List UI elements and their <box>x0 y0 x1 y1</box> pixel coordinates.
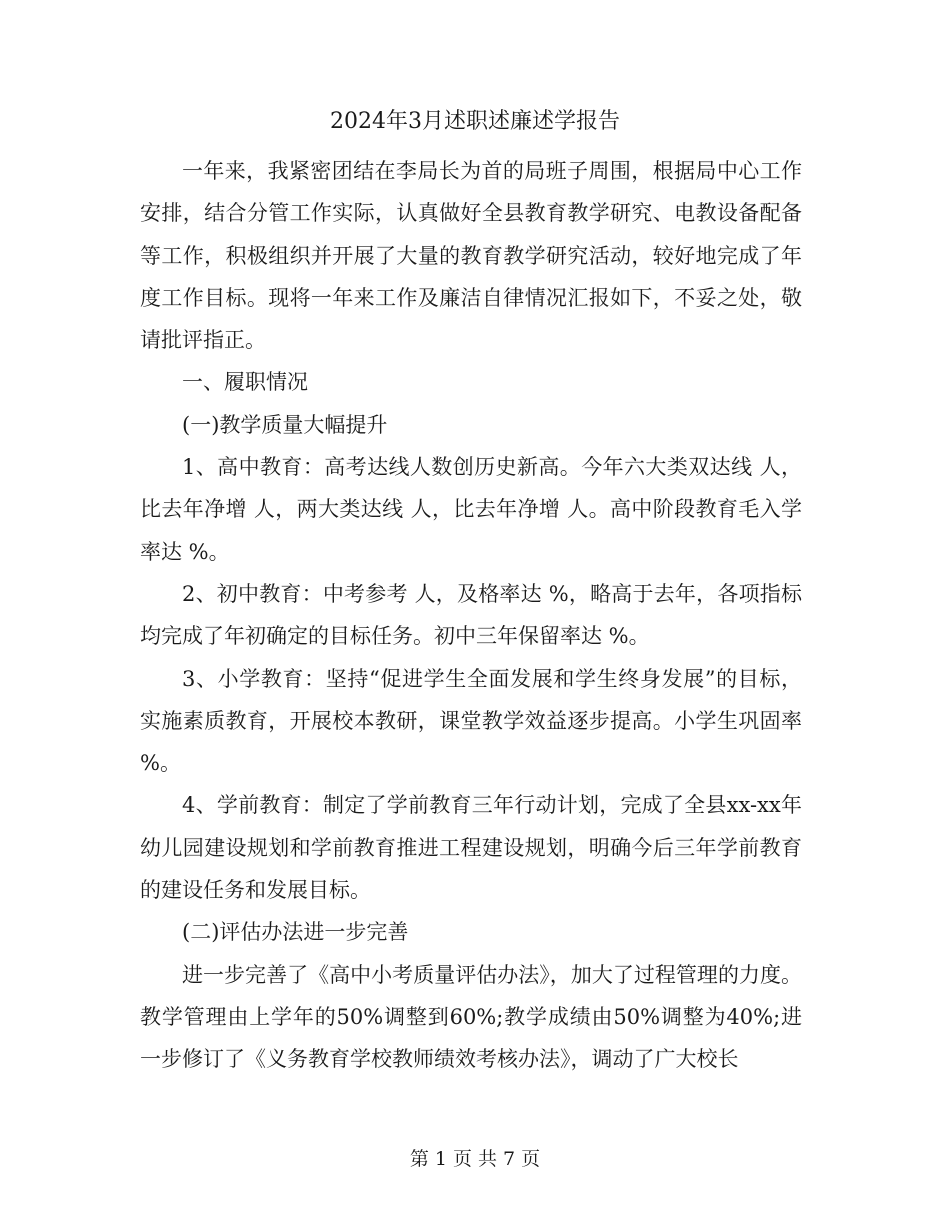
section-heading-performance: 一、履职情况 <box>182 370 308 395</box>
document-body <box>140 150 802 1081</box>
subsection-heading-evaluation: (二)评估办法进一步完善 <box>182 920 409 945</box>
paragraph-junior-high: 2、初中教育：中考参考 人，及格率达 %，略高于去年，各项指标均完成了年初确定的目标任务。初中三年保留率达 %。 <box>140 581 802 649</box>
paragraph-intro: 一年来，我紧密团结在李局长为首的局班子周围，根据局中心工作安排，结合分管工作实际，认真做好全县教育教学研究、电教设备配备等工作，积极组织并开展了大量的教育教学研究活动，较好地完成了年度工作目标。现将一年来工作及廉洁自律情况汇报如下，不妥之处，敬请批评指正。 <box>140 159 802 353</box>
document-title: 2024年3月述职述廉述学报告 <box>330 109 620 134</box>
subsection-heading-teaching-quality: (一)教学质量大幅提升 <box>182 412 388 437</box>
paragraph-preschool: 4、学前教育：制定了学前教育三年行动计划，完成了全县xx-xx年幼儿园建设规划和学前教育推进工程建设规划，明确今后三年学前教育的建设任务和发展目标。 <box>140 793 802 903</box>
page-footer: 第 1 页 共 7 页 <box>409 1148 541 1170</box>
paragraph-primary-school: 3、小学教育：坚持“促进学生全面发展和学生终身发展”的目标，实施素质教育，开展校本教研，课堂教学效益逐步提高。小学生巩固率 %。 <box>140 666 802 776</box>
paragraph-high-school: 1、高中教育：高考达线人数创历史新高。今年六大类双达线 人，比去年净增 人，两大类达线 人，比去年净增 人。高中阶段教育毛入学率达 %。 <box>140 455 802 564</box>
paragraph-evaluation-methods: 进一步完善了《高中小考质量评估办法》，加大了过程管理的力度。教学管理由上学年的50%调整到60%;教学成绩由50%调整为40%;进一步修订了《义务教育学校教师绩效考核办法》，调动了广大校长 <box>140 962 802 1072</box>
